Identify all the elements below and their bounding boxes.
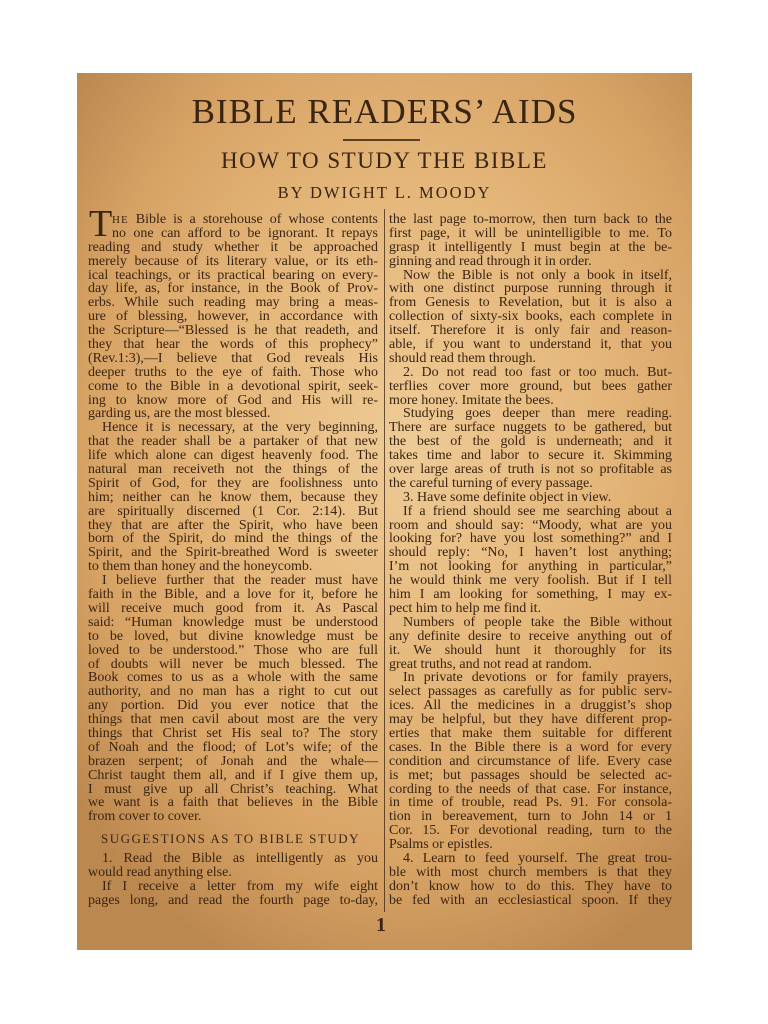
text-line: pect him to help me find it. — [389, 600, 542, 616]
text-line: I’m not looking for anything in particular,” — [389, 559, 672, 575]
text-line: come to the Bible in a devotional spirit, seek- — [88, 378, 378, 394]
text-line: would read anything else. — [88, 864, 232, 880]
text-line: Cor. 15. For devotional reading, turn to the — [389, 823, 672, 839]
drop-cap: T — [89, 203, 113, 245]
text-line: select passages as carefully as for public serv- — [389, 684, 672, 700]
text-line: ing to know more of God and His will re- — [88, 392, 378, 408]
right-column — [389, 213, 672, 908]
paragraph — [389, 616, 672, 672]
paragraph — [389, 505, 672, 616]
text-line: reading and study whether it be approached — [88, 239, 378, 255]
text-line: garding us, are the most blessed. — [88, 406, 271, 422]
text-line: tion in bereavement, turn to John 14 or 1 — [389, 809, 672, 825]
text-line: we want is a faith that believes in the Bible — [88, 795, 378, 811]
text-line: Studying goes deeper than mere reading. — [403, 406, 672, 422]
text-line: terflies cover more ground, but bees gather — [389, 378, 672, 394]
paragraph — [88, 574, 378, 824]
text-line: with one distinct purpose running through it — [389, 281, 672, 297]
column-divider — [384, 209, 385, 912]
text-line — [88, 213, 378, 227]
book-page — [77, 73, 692, 950]
paragraph — [389, 852, 672, 908]
paragraph — [389, 366, 672, 408]
text-line: cases. In the Bible there is a word for every — [389, 739, 672, 755]
text-line: authority, and no man has a right to cut out — [88, 684, 378, 700]
text-line: cording to the needs of that case. For instance, — [389, 781, 672, 797]
text-line: looking for? have you lost something?” and I — [389, 531, 672, 547]
text-line: 2. Do not read too fast or too much. But- — [403, 364, 672, 380]
text-line: natural man receiveth not the things of the — [88, 462, 378, 478]
byline: BY DWIGHT L. MOODY — [277, 183, 492, 202]
text-line: to be loved, but divine knowledge must be — [88, 628, 378, 644]
text-line: may be helpful, but they have different prop- — [389, 712, 672, 728]
text-line: ices. All the medicines in a druggist’s shop — [389, 698, 672, 714]
text-line: will receive much good from it. As Pascal — [88, 600, 378, 616]
text-line: I believe further that the reader must have — [102, 573, 378, 589]
paragraph — [88, 421, 378, 574]
text-line: said: “Human knowledge must be understood — [88, 614, 378, 630]
text-line: the careful turning of every passage. — [389, 475, 593, 491]
text-line: ical teachings, or its practical bearing on every- — [88, 267, 378, 283]
text-line: 4. Learn to feed yourself. The great trou- — [403, 850, 672, 866]
paragraph — [88, 203, 379, 422]
text-line: from Genesis to Revelation, but it is also a — [389, 295, 672, 311]
text-line: any definite desire to receive anything out of — [389, 628, 672, 644]
text-line: from cover to cover. — [88, 809, 202, 825]
paragraph — [88, 880, 378, 908]
text-line: Spirit of God, for they are foolishness unto — [88, 475, 378, 491]
text-line: (Rev.1:3),—I believe that God reveals His — [88, 350, 378, 366]
text-line: is met; but passages should be selected ac- — [389, 767, 672, 783]
text-line: If I receive a letter from my wife eight — [102, 878, 378, 894]
text-line: ble with most church members is that they — [389, 864, 672, 880]
text-line: In private devotions or for family prayers, — [403, 670, 672, 686]
text-line: Psalms or epistles. — [389, 837, 493, 853]
text-line: the best of the gold is underneath; and it — [389, 434, 672, 450]
paragraph — [389, 213, 672, 269]
text-line: Spirit, and the Spirit-breathed Word is sweeter — [88, 545, 378, 561]
small-caps-lead: HE — [112, 214, 129, 226]
paragraph — [389, 671, 672, 852]
text-line: more honey. Imitate the bees. — [389, 392, 554, 408]
text-line: Christ taught them all, and if I give them up, — [88, 767, 378, 783]
text-line: be fed with an ecclesiastical spoon. If they — [389, 892, 672, 908]
text-line: able, if you want to understand it, that you — [389, 337, 672, 353]
text-line: to them than honey and the honeycomb. — [88, 559, 313, 575]
paragraph — [88, 852, 378, 880]
text-line: him I am looking for something, I may ex- — [389, 587, 672, 603]
text-line: I must give up all Christ’s teaching. What — [88, 781, 378, 797]
text-line: are spiritually discerned (1 Cor. 2:14). But — [88, 503, 378, 519]
text-line: ure of blessing, however, in accordance with — [88, 309, 378, 325]
text-line: of doubts will never be much blessed. The — [88, 656, 378, 672]
text-line: things that Christ set His seal to? The story — [88, 725, 378, 741]
text-line: should reply: “No, I haven’t lost anything; — [389, 545, 672, 561]
text-line: collection of sixty-six books, each complete in — [389, 309, 672, 325]
page-number: 1 — [376, 914, 386, 936]
text-line: that the reader shall be a partaker of that new — [88, 434, 378, 450]
text-line: deeper truths to the eye of faith. Those who — [88, 364, 378, 380]
text-line: erbs. While such reading may bring a meas- — [88, 295, 378, 311]
text-line: loved to be understood.” Those who are full — [88, 642, 378, 658]
line-text: Bible is a storehouse of whose contents — [135, 212, 379, 227]
text-line: faith in the Bible, and a love for it, before he — [88, 587, 378, 603]
text-line: should read them through. — [389, 350, 536, 366]
section-heading: SUGGESTIONS AS TO BIBLE STUDY — [101, 831, 360, 847]
text-line: itself. Therefore it is only fair and reason- — [389, 323, 672, 339]
page-title: BIBLE READERS’ AIDS — [191, 92, 578, 131]
text-line: in time of trouble, read Ps. 91. For consola- — [389, 795, 672, 811]
text-line: he would think me very foolish. But if I tell — [389, 573, 672, 589]
text-line: things that men cavil about most are the very — [88, 712, 378, 728]
text-line: any portion. Did you ever notice that the — [88, 698, 378, 714]
text-line: grasp it intelligently I must begin at the be- — [389, 239, 672, 255]
text-line: brazen serpent; of Jonah and the whale— — [88, 753, 378, 769]
text-line: of Noah and the flood; of Lot’s wife; of the — [88, 739, 378, 755]
text-line: born of the Spirit, do mind the things of the — [88, 531, 378, 547]
text-line: great truths, and not read at random. — [389, 656, 592, 672]
paragraph — [389, 407, 672, 490]
text-line: erties that make them suitable for different — [389, 725, 672, 741]
text-line: first page, it will be unintelligible to me. To — [389, 225, 672, 241]
text-line: 1. Read the Bible as intelligently as you — [102, 850, 378, 866]
text-line: 3. Have some definite object in view. — [403, 489, 612, 505]
text-line: room and should say: “Moody, what are you — [389, 517, 672, 533]
text-line: Numbers of people take the Bible without — [403, 614, 672, 630]
text-line: don’t know how to do this. They have to — [389, 878, 672, 894]
paragraph — [389, 491, 672, 505]
paragraph — [389, 269, 672, 366]
text-line: they that hear the words of this prophecy” — [88, 337, 378, 353]
page-subtitle: HOW TO STUDY THE BIBLE — [221, 148, 548, 173]
text-line: pages long, and read the fourth page to-day, — [88, 892, 378, 908]
text-line: takes time and labor to secure it. Skimming — [389, 448, 672, 464]
text-line: the last page to-morrow, then turn back to the — [389, 212, 672, 227]
title-rule — [343, 139, 420, 141]
text-line: day life, as, for instance, in the Book of Prov- — [88, 281, 378, 297]
text-line: it. We should hunt it thoroughly for its — [389, 642, 672, 658]
text-line: over large areas of truth is not so profitable as — [389, 462, 672, 478]
text-line: merely because of its literary value, or its eth- — [88, 253, 378, 269]
text-line: condition and circumstance of life. Every case — [389, 753, 672, 769]
text-line: Hence it is necessary, at the very beginning, — [102, 420, 378, 436]
text-line: they that are after the Spirit, who have been — [88, 517, 378, 533]
text-line: the Scripture—“Blessed is he that readeth, and — [88, 323, 378, 339]
text-line: ginning and read through it in order. — [389, 253, 592, 269]
text-line: There are surface nuggets to be gathered, but — [389, 420, 672, 436]
text-line: If a friend should see me searching about a — [403, 503, 672, 519]
text-line: life which alone can digest heavenly food. The — [88, 448, 378, 464]
text-line: no one can afford to be ignorant. It repays — [112, 225, 378, 241]
text-line: him; neither can he know them, because they — [88, 489, 378, 505]
text-line: Now the Bible is not only a book in itself, — [403, 267, 672, 283]
left-column — [88, 203, 379, 908]
text-line: Book comes to us as a whole with the same — [88, 670, 378, 686]
